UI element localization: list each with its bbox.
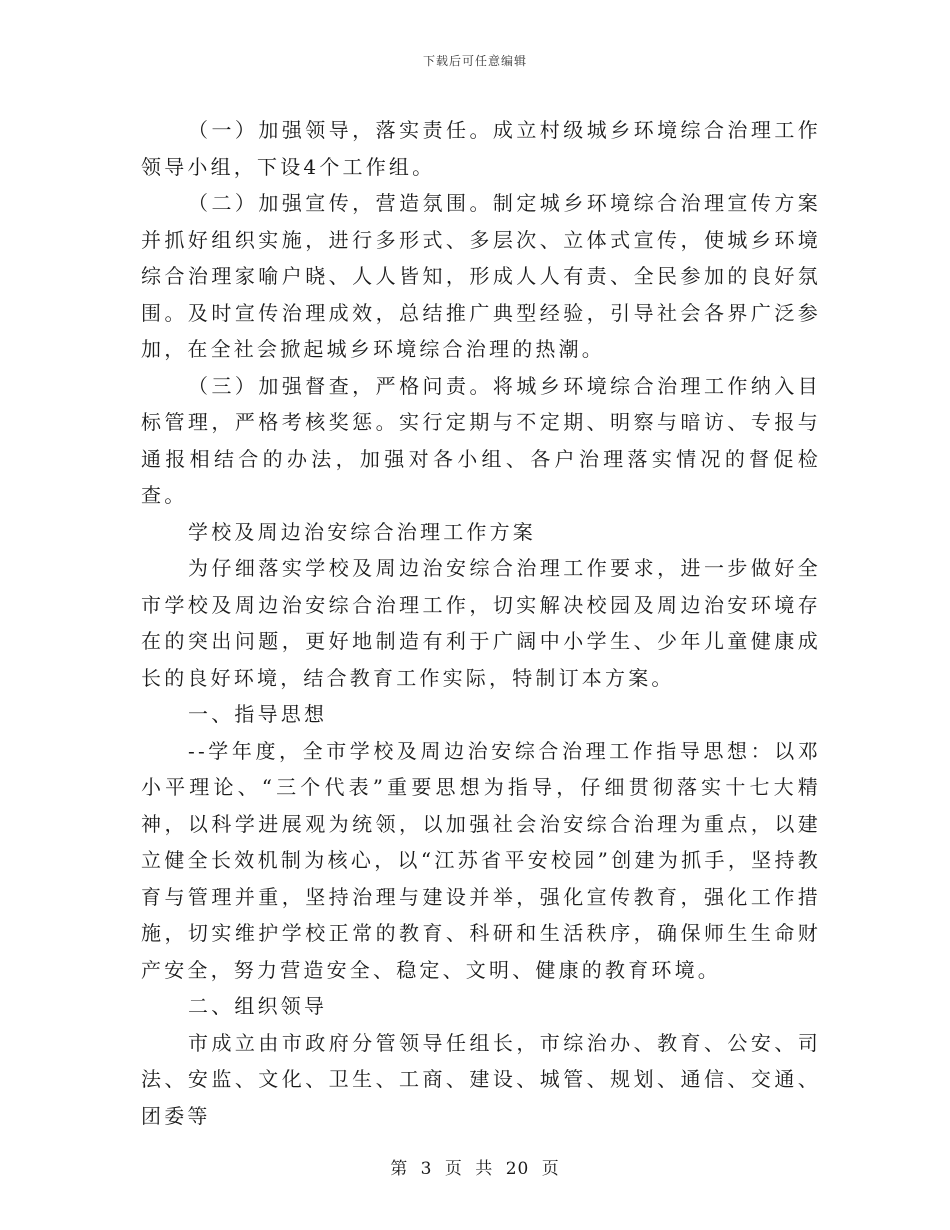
section-title: 学校及周边治安综合治理工作方案 <box>188 519 536 544</box>
paragraph: 为仔细落实学校及周边治安综合治理工作要求，进一步做好全市学校及周边治安综合治理工作，切实解决校园及周边治安环境存在的突出问题，更好地制造有利于广阔中小学生、少年儿童健康成长的良好环境，结合教育工作实际，特制订本方案。 <box>141 556 821 690</box>
page-number: 第 3 页 共 20 页 <box>390 1159 560 1179</box>
document-body <box>141 112 821 1134</box>
page-header-note: 下载后可任意编辑 <box>422 54 527 68</box>
paragraph: （一）加强领导，落实责任。成立村级城乡环境综合治理工作领导小组，下设4个工作组。 <box>141 118 821 179</box>
section-heading: 一、指导思想 <box>188 702 328 726</box>
paragraph: （二）加强宣传，营造氛围。制定城乡环境综合治理宣传方案并抓好组织实施，进行多形式、多层次、立体式宣传，使城乡环境综合治理家喻户晓、人人皆知，形成人人有责、全民参加的良好氛围。及时宣传治理成效，总结推广典型经验，引导社会各界广泛参加，在全社会掀起城乡环境综合治理的热潮。 <box>141 191 821 361</box>
paragraph: --学年度，全市学校及周边治安综合治理工作指导思想：以邓小平理论、“三个代表”重要思想为指导，仔细贯彻落实十七大精神，以科学进展观为统领，以加强社会治安综合治理为重点，以建立健全长效机制为核心，以“江苏省平安校园”创建为抓手，坚持教育与管理并重，坚持治理与建设并举，强化宣传教育，强化工作措施，切实维护学校正常的教育、科研和生活秩序，确保师生生命财产安全，努力营造安全、稳定、文明、健康的教育环境。 <box>141 738 821 982</box>
paragraph: （三）加强督查，严格问责。将城乡环境综合治理工作纳入目标管理，严格考核奖惩。实行定期与不定期、明察与暗访、专报与通报相结合的办法，加强对各小组、各户治理落实情况的督促检查。 <box>141 373 821 507</box>
section-heading: 二、组织领导 <box>188 994 328 1018</box>
paragraph: 市成立由市政府分管领导任组长，市综治办、教育、公安、司法、安监、文化、卫生、工商、建设、城管、规划、通信、交通、团委等 <box>141 1030 821 1128</box>
